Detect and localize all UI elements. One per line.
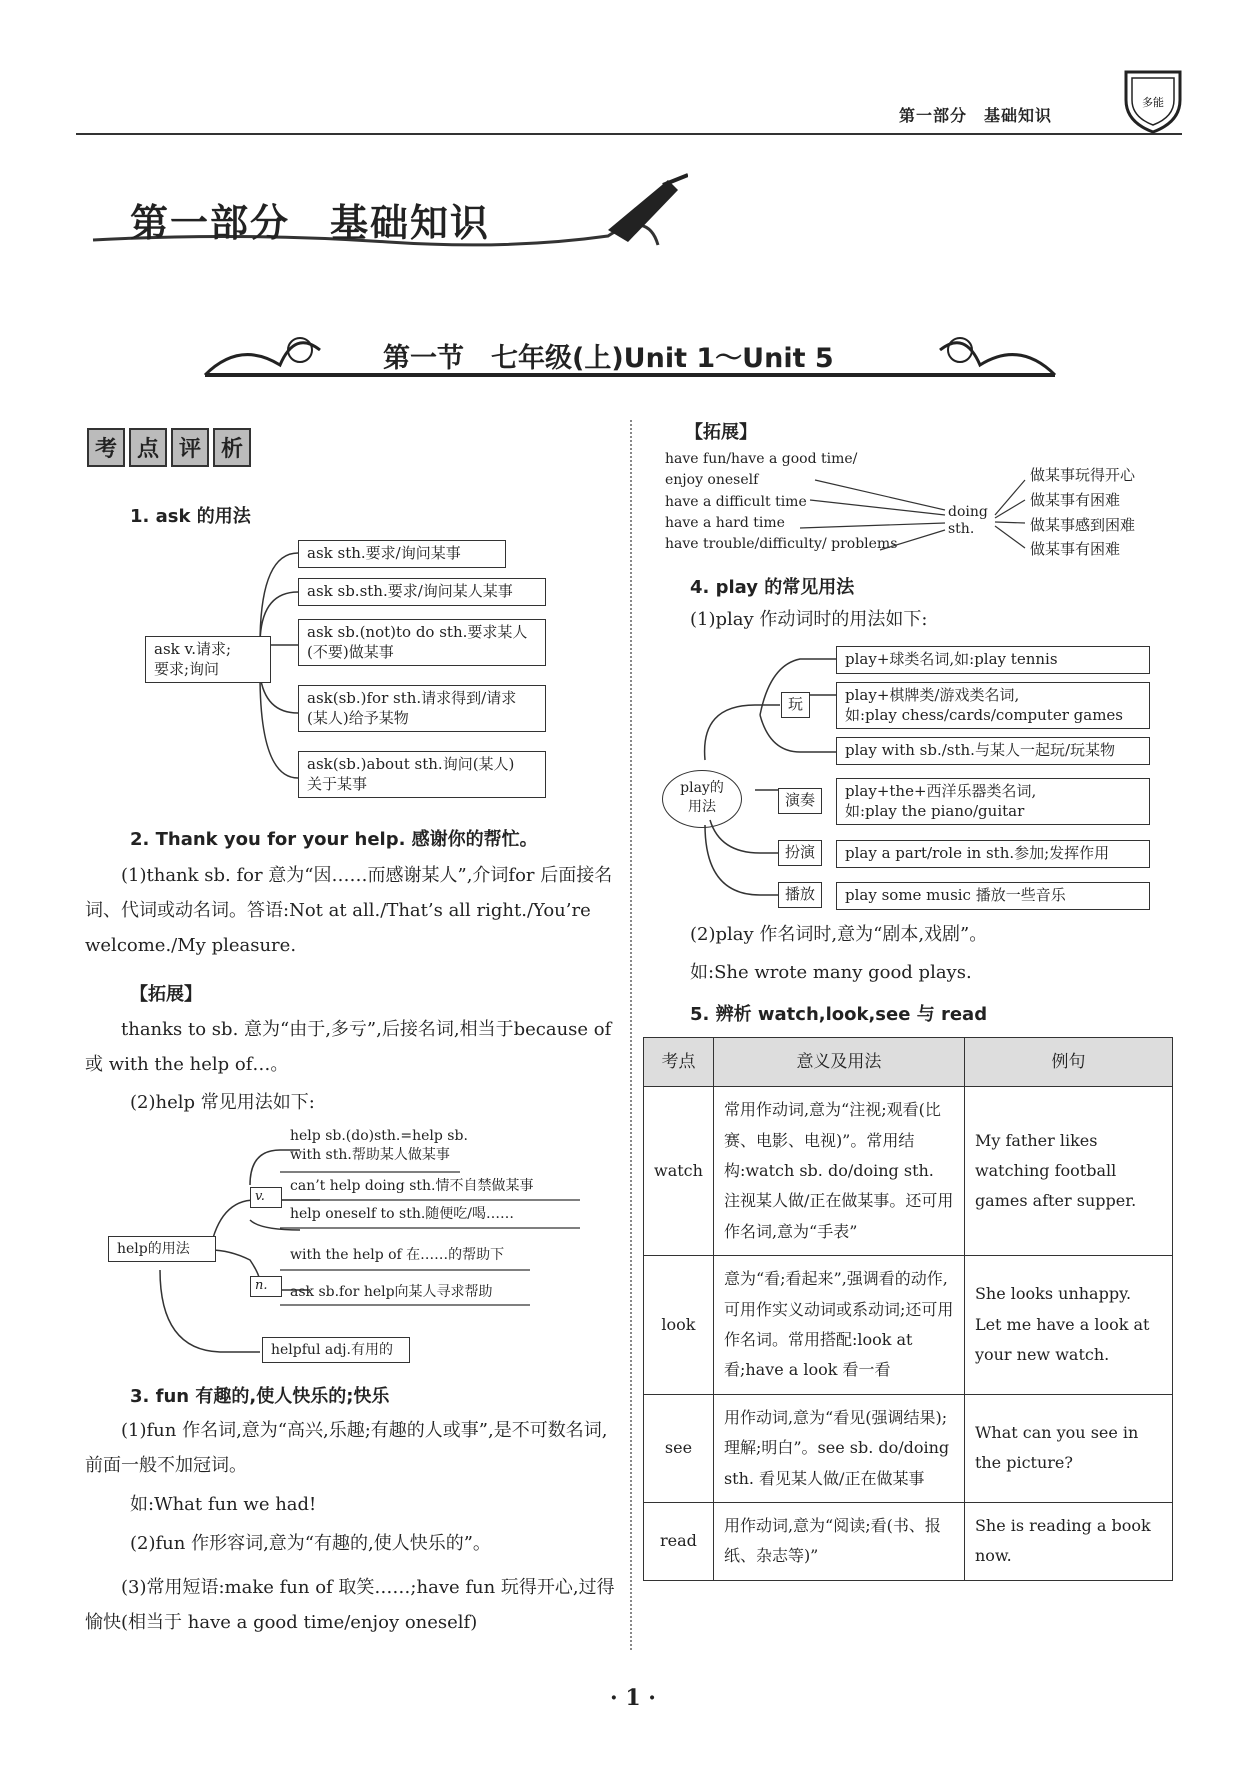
play-wan-item: play with sb./sth.与某人一起玩/玩某物: [836, 737, 1150, 765]
table-cell-word: watch: [644, 1087, 714, 1256]
help-verb-item: can’t help doing sth.情不自禁做某事: [290, 1178, 534, 1194]
table-cell-example: What can you see in the picture?: [964, 1394, 1172, 1502]
table-header: 例句: [964, 1038, 1172, 1087]
table-cell-meaning: 用作动词,意为“阅读;看(书、报纸、杂志等)”: [713, 1502, 964, 1580]
ask-branch: ask sb.(not)to do sth.要求某人 (不要)做某事: [298, 619, 546, 666]
thank-heading: 2. Thank you for your help. 感谢你的帮忙。: [130, 829, 538, 850]
help-noun-item: with the help of 在……的帮助下: [290, 1247, 505, 1263]
emblem-text: 多能: [1142, 96, 1164, 109]
help-noun-node: n.: [250, 1276, 282, 1297]
ext2-left: have a difficult time: [665, 494, 807, 510]
thank-para-1: (1)thank sb. for 意为“因……而感谢某人”,介词for 后面接名词、代词或动名词。答语:Not at all./That’s all right./You’re welcome./My pleasure.: [85, 865, 613, 957]
ask-branch: ask(sb.)for sth.请求得到/请求 (某人)给予某物: [298, 685, 546, 732]
kaodian-label: [87, 428, 251, 467]
play-wan-node: 玩: [781, 692, 810, 718]
table-header: 考点: [644, 1038, 714, 1087]
play-yanzou-node: 演奏: [778, 788, 822, 814]
thank-para-2: thanks to sb. 意为“由于,多亏”,后接名词,相当于because of 或 with the help of…。: [85, 1019, 612, 1076]
fun-para-2: 如:What fun we had!: [130, 1494, 317, 1515]
fun-para-4: (3)常用短语:make fun of 取笑……;have fun 玩得开心,过得愉快(相当于 have a good time/enjoy oneself): [85, 1577, 615, 1634]
ask-root-node: ask v.请求; 要求;询问: [145, 636, 271, 683]
header-rule: [76, 133, 1182, 135]
table-cell-word: see: [644, 1394, 714, 1502]
ask-branch: ask sb.sth.要求/询问某人某事: [298, 578, 546, 606]
page-number: · 1 ·: [610, 1685, 656, 1711]
fun-para-1: (1)fun 作名词,意为“高兴,乐趣;有趣的人或事”,是不可数名词,前面一般不加冠词。: [85, 1420, 608, 1477]
kaodian-char: 评: [171, 428, 209, 467]
play-bofang-item: play some music 播放一些音乐: [836, 882, 1150, 910]
table-cell-word: look: [644, 1256, 714, 1395]
play-wan-item: play+棋牌类/游戏类名词, 如:play chess/cards/computer games: [836, 682, 1150, 729]
table-row: [644, 1502, 1173, 1580]
ext2-left: enjoy oneself: [665, 472, 759, 488]
table-cell-meaning: 常用作动词,意为“注视;观看(比赛、电影、电视)”。常用结构:watch sb. do/doing sth. 注视某人做/正在做某事。还可用作名词,意为“手表”: [713, 1087, 964, 1256]
part-title: 第一部分 基础知识: [130, 201, 491, 245]
ask-heading: 1. ask 的用法: [130, 506, 251, 527]
play-wan-item: play+球类名词,如:play tennis: [836, 646, 1150, 674]
play-yanzou-item: play+the+西洋乐器类名词, 如:play the piano/guitar: [836, 778, 1150, 825]
ext2-left: have fun/have a good time/: [665, 451, 858, 467]
ext2-right: 做某事有困难: [1030, 540, 1121, 558]
table-cell-meaning: 用作动词,意为“看见(强调结果);理解;明白”。see sb. do/doing sth. 看见某人做/正在做某事: [713, 1394, 964, 1502]
help-adj-node: helpful adj.有用的: [262, 1337, 410, 1363]
help-verb-node: v.: [250, 1187, 282, 1208]
table-cell-example: My father likes watching football games after supper.: [964, 1087, 1172, 1256]
play-root-node: play的 用法: [662, 770, 742, 828]
play-banyan-node: 扮演: [778, 840, 822, 866]
thank-extension-label: 【拓展】: [130, 984, 202, 1005]
ask-branch: ask sth.要求/询问某事: [298, 540, 506, 568]
table-header: 意义及用法: [713, 1038, 964, 1087]
column-divider: [630, 420, 632, 1650]
table-row: [644, 1394, 1173, 1502]
section-title: 第一节 七年级(上)Unit 1～Unit 5: [383, 343, 834, 374]
help-verb-item: help oneself to sth.随便吃/喝……: [290, 1206, 514, 1222]
compare-heading: 5. 辨析 watch,look,see 与 read: [690, 1004, 988, 1025]
ext2-mid: doing sth.: [948, 504, 988, 537]
ext2-right: 做某事有困难: [1030, 491, 1121, 509]
kaodian-char: 考: [87, 428, 125, 467]
table-cell-example: She is reading a book now.: [964, 1502, 1172, 1580]
table-cell-meaning: 意为“看;看起来”,强调看的动作,可用作实义动词或系动词;还可用作名词。常用搭配:look at 看;have a look 看一看: [713, 1256, 964, 1395]
help-root-node: help的用法: [108, 1236, 216, 1262]
table-row: [644, 1087, 1173, 1256]
compare-table: [643, 1037, 1173, 1581]
table-header-row: [644, 1038, 1173, 1087]
thank-para-3: (2)help 常见用法如下:: [130, 1092, 315, 1113]
play-bofang-node: 播放: [778, 882, 822, 908]
table-row: [644, 1256, 1173, 1395]
play-banyan-item: play a part/role in sth.参加;发挥作用: [836, 840, 1150, 868]
help-verb-item: help sb.(do)sth.=help sb. with sth.帮助某人做某事: [290, 1128, 468, 1163]
ext2-left: have a hard time: [665, 515, 785, 531]
ext2-right: 做某事玩得开心: [1030, 466, 1136, 484]
kaodian-char: 析: [213, 428, 251, 467]
kaodian-char: 点: [129, 428, 167, 467]
play-heading: 4. play 的常见用法: [690, 577, 855, 598]
play-mindmap-lines: [660, 640, 1180, 910]
table-cell-word: read: [644, 1502, 714, 1580]
play-para-3: 如:She wrote many good plays.: [690, 962, 972, 983]
pen-nib-icon: [608, 175, 688, 242]
help-noun-item: ask sb.for help向某人寻求帮助: [290, 1284, 493, 1300]
ext2-lines: [800, 460, 1050, 560]
ext2-left: have trouble/difficulty/ problems: [665, 536, 898, 552]
fun-heading: 3. fun 有趣的,使人快乐的;快乐: [130, 1386, 390, 1407]
ask-branch: ask(sb.)about sth.询问(某人) 关于某事: [298, 751, 546, 798]
shield-emblem-icon: [1122, 66, 1184, 134]
play-para-2: (2)play 作名词时,意为“剧本,戏剧”。: [690, 924, 988, 945]
fun-para-3: (2)fun 作形容词,意为“有趣的,使人快乐的”。: [130, 1533, 491, 1554]
running-header: 第一部分 基础知识: [899, 106, 1053, 125]
ext2-right: 做某事感到困难: [1030, 516, 1136, 534]
ext2-label: 【拓展】: [685, 422, 757, 443]
play-intro: (1)play 作动词时的用法如下:: [690, 609, 928, 630]
table-cell-example: She looks unhappy. Let me have a look at your new watch.: [964, 1256, 1172, 1395]
